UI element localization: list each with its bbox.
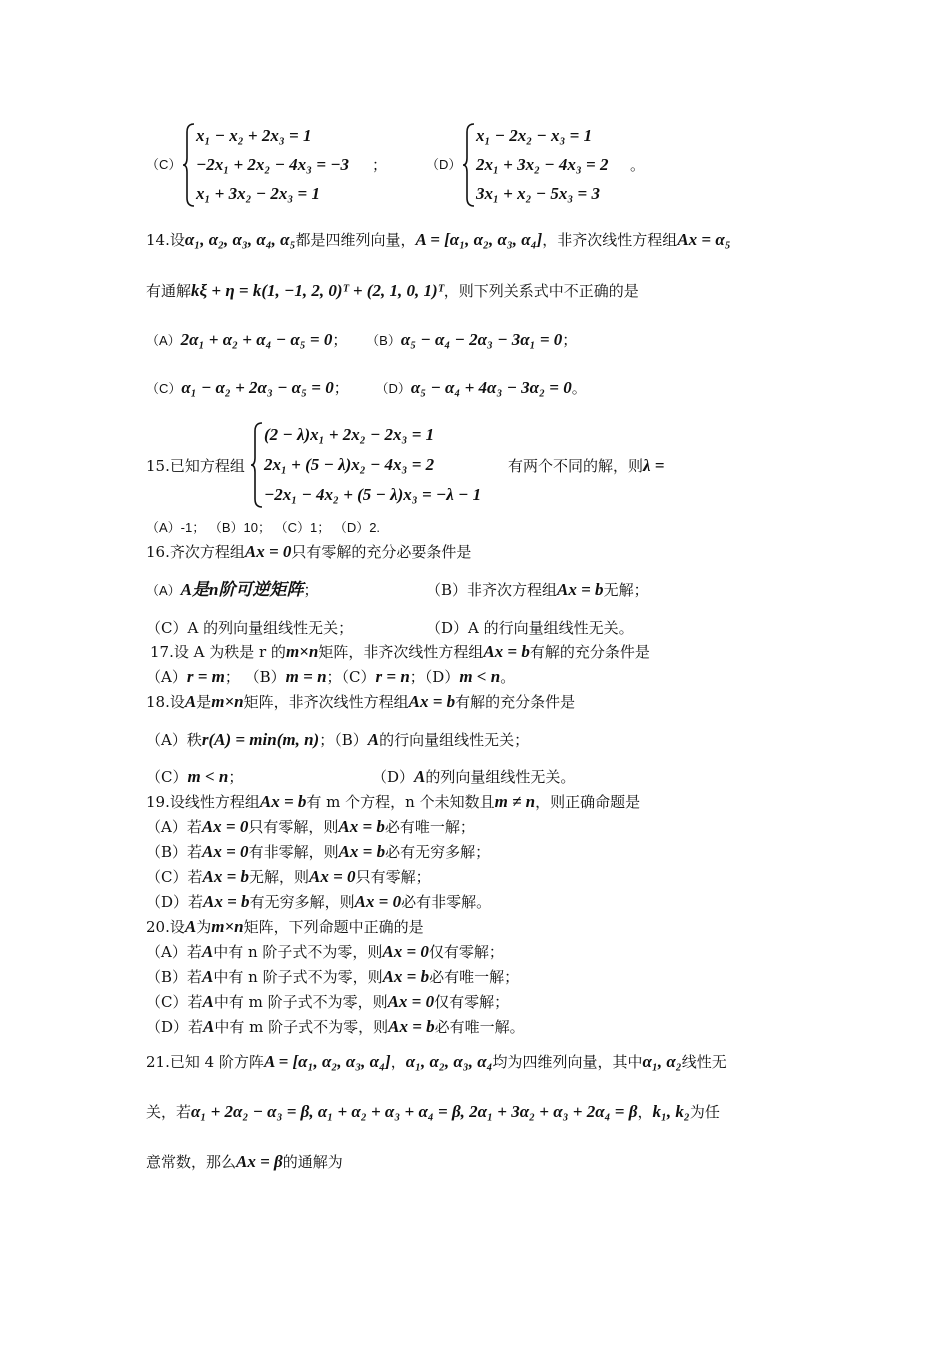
q21-line-1: 21.已知 4 阶方阵A = [α₁, α₂, α₃, α₄]，α₁, α₂, α₃, α₄均为四维列向量，其中α₁, α₂线性无 [146, 1052, 727, 1071]
left-brace-icon [462, 122, 476, 208]
q20-option-c: （C）若A中有 m 阶子式不为零，则Ax = 0仅有零解； [146, 992, 510, 1011]
q15-tail: 有两个不同的解，则λ = [508, 456, 665, 475]
q19-option-b: （B）若Ax = 0有非零解，则Ax = b必有无穷多解； [146, 842, 491, 861]
q13-system-c [182, 122, 402, 208]
q17-options: （A）r = m； （B）m = n；（C）r = n；（D）m < n。 [146, 667, 516, 686]
q14-options-ab: （A）2α₁ + α₂ + α₄ − α₅ = 0； （B）α₅ − α₄ − 2α₃ − 3α₁ = 0； [146, 330, 578, 349]
q16-options-ab: （A）A是n阶可逆矩阵； [146, 580, 319, 599]
q13-c-row-1: x₁ − x₂ + 2x₃ = 1 [196, 126, 312, 145]
q21-line-3: 意常数，那么Ax = β的通解为 [146, 1152, 343, 1171]
q14-options-cd: （C）α₁ − α₂ + 2α₃ − α₅ = 0； （D）α₅ − α₄ + 4α₃ − 3α₂ = 0。 [146, 378, 587, 397]
q15-row-2: 2x₁ + (5 − λ)x₂ − 4x₃ = 2 [264, 455, 435, 474]
q15-row-1: (2 − λ)x₁ + 2x₂ − 2x₃ = 1 [264, 425, 435, 444]
q20-stem: 20.设A为m×n矩阵，下列命题中正确的是 [146, 917, 424, 936]
q18-options-ab: （A）秩r(A) = min(m, n)；（B）A的行向量组线性无关； [146, 730, 530, 749]
q13-c-row-2: −2x₁ + 2x₂ − 4x₃ = −3 [196, 155, 350, 174]
left-brace-icon [182, 122, 196, 208]
q16-stem: 16.齐次方程组Ax = 0只有零解的充分必要条件是 [146, 542, 472, 561]
q15-options: （A）-1； （B）10； （C）1； （D）2. [146, 520, 381, 535]
q17-stem: 17.设 A 为秩是 r 的m×n矩阵，非齐次线性方程组Ax = b有解的充分条件是 [150, 642, 650, 661]
q19-option-d: （D）若Ax = b有无穷多解，则Ax = 0必有非零解。 [146, 892, 492, 911]
q20-option-b: （B）若A中有 n 阶子式不为零，则Ax = b必有唯一解； [146, 967, 520, 986]
q15-intro: 15.已知方程组 [146, 457, 245, 475]
left-brace-icon [250, 421, 264, 509]
q18-option-c: （C）m < n； [146, 767, 244, 786]
q13-option-d-label: （D） [426, 157, 462, 172]
q13-c-row-3: x₁ + 3x₂ − 2x₃ = 1 [196, 184, 320, 203]
q18-option-d: （D）A的列向量组线性无关。 [372, 767, 576, 786]
q21-line-2: 关，若α₁ + 2α₂ − α₃ = β, α₁ + α₂ + α₃ + α₄ = β, 2α₁ + 3α₂ + α₃ + 2α₄ = β，k₁, k₂为任 [146, 1102, 720, 1121]
q19-option-c: （C）若Ax = b无解，则Ax = 0只有零解； [146, 867, 431, 886]
q16-option-c: （C）A 的列向量组线性无关； [146, 619, 354, 637]
q14-stem: 14.设α₁, α₂, α₃, α₄, α₅都是四维列向量，A = [α₁, α₂, α₃, α₄]，非齐次线性方程组Ax = α₅ [146, 230, 731, 249]
q15-system [250, 421, 520, 509]
q16-option-d: （D）A 的行向量组线性无关。 [426, 619, 634, 637]
q19-stem: 19.设线性方程组Ax = b有 m 个方程，n 个未知数且m ≠ n，则正确命题是 [146, 792, 641, 811]
q14-general-solution: 有通解kξ + η = k(1, −1, 2, 0)ᵀ + (2, 1, 0, 1)ᵀ，则下列关系式中不正确的是 [146, 281, 639, 300]
q13-d-end: 。 [630, 156, 646, 174]
q13-option-c-label: （C） [146, 157, 182, 172]
q15-row-3: −2x₁ − 4x₂ + (5 − λ)x₃ = −λ − 1 [264, 485, 482, 504]
q18-stem: 18.设A是m×n矩阵，非齐次线性方程组Ax = b有解的充分条件是 [146, 692, 576, 711]
q20-option-d: （D）若A中有 m 阶子式不为零，则Ax = b必有唯一解。 [146, 1017, 525, 1036]
q13-d-row-1: x₁ − 2x₂ − x₃ = 1 [476, 126, 593, 145]
q13-d-row-3: 3x₁ + x₂ − 5x₃ = 3 [476, 184, 600, 203]
q13-d-row-2: 2x₁ + 3x₂ − 4x₃ = 2 [476, 155, 609, 174]
q20-option-a: （A）若A中有 n 阶子式不为零，则Ax = 0仅有零解； [146, 942, 504, 961]
q19-option-a: （A）若Ax = 0只有零解，则Ax = b必有唯一解； [146, 817, 475, 836]
q16-option-b: （B）非齐次方程组Ax = b无解； [426, 580, 649, 599]
q13-c-separator: ； [372, 156, 388, 174]
